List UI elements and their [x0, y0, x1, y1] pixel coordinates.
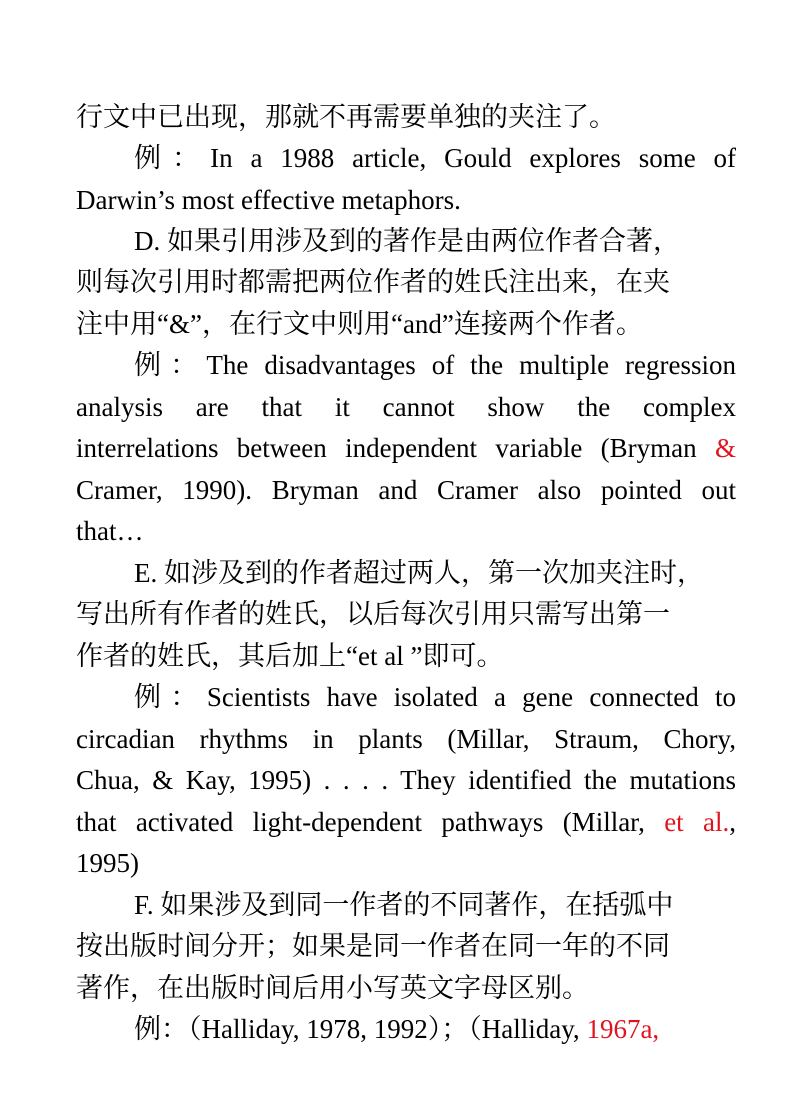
line-text: 例：（Halliday, 1978, 1992）；（Halliday,	[134, 1014, 587, 1044]
line-text: that…	[76, 516, 144, 546]
rule-f-line-3	[76, 968, 736, 1008]
rule-d-line-2	[76, 262, 736, 302]
example-millar-line-4	[76, 802, 736, 842]
text-line-1	[76, 97, 736, 137]
line-text: 作者的姓氏，其后加上“et al ”即可。	[76, 641, 504, 671]
line-text: Darwin’s most effective metaphors.	[76, 185, 461, 215]
line-text: D. 如果引用涉及到的著作是由两位作者合著，	[134, 226, 680, 256]
line-text: that activated light-dependent pathways (Millar,	[76, 807, 665, 837]
line-text: analysis are that it cannot show the complex	[76, 392, 736, 422]
rule-f-line-2	[76, 926, 736, 966]
rule-e-line-2	[76, 594, 736, 634]
line-text: circadian rhythms in plants (Millar, Straum, Chory,	[76, 724, 736, 754]
line-text: 著作，在出版时间后用小写英文字母区别。	[76, 973, 589, 1003]
example-halliday-line-1	[134, 1009, 736, 1049]
example-millar-line-1	[134, 677, 736, 717]
line-text: interrelations between independent variable (Bryman	[76, 433, 715, 463]
example-bryman-line-5	[76, 511, 736, 551]
line-text: 则每次引用时都需把两位作者的姓氏注出来，在夹	[76, 267, 670, 297]
line-text: 行文中已出现，那就不再需要单独的夹注了。	[76, 102, 616, 132]
line-text: 例：In a 1988 article, Gould explores some of	[134, 143, 736, 173]
example-bryman-line-3	[76, 428, 736, 468]
example-millar-line-2	[76, 719, 736, 759]
rule-d-line-3	[76, 304, 736, 344]
example-gould-line-2	[76, 180, 736, 220]
example-bryman-line-1	[134, 345, 736, 385]
line-text: ,	[729, 807, 736, 837]
example-bryman-line-4	[76, 470, 736, 510]
line-text: Cramer, 1990). Bryman and Cramer also pointed out	[76, 475, 736, 505]
highlight-1967a: 1967a,	[586, 1014, 660, 1044]
example-millar-line-3	[76, 760, 736, 800]
rule-f-line-1	[134, 885, 736, 925]
line-text: Chua, & Kay, 1995) . . . . They identified the mutations	[76, 765, 736, 795]
line-text: 例：Scientists have isolated a gene connected to	[134, 682, 736, 712]
line-text: 写出所有作者的姓氏，以后每次引用只需写出第一	[76, 599, 670, 629]
example-gould-line-1	[134, 138, 736, 178]
rule-d-line-1	[134, 221, 736, 261]
line-text: F. 如果涉及到同一作者的不同著作，在括弧中	[134, 890, 674, 920]
rule-e-line-1	[134, 553, 736, 593]
line-text: 1995)	[76, 848, 139, 878]
line-text: E. 如涉及到的作者超过两人，第一次加夹注时，	[134, 558, 704, 588]
highlight-ampersand: &	[714, 433, 736, 463]
line-text: 按出版时间分开；如果是同一作者在同一年的不同	[76, 931, 670, 961]
highlight-et-al: et al.	[664, 807, 730, 837]
rule-e-line-3	[76, 636, 736, 676]
line-text: 注中用“&”，在行文中则用“and”连接两个作者。	[76, 309, 643, 339]
line-text: 例：The disadvantages of the multiple regression	[134, 350, 736, 380]
example-bryman-line-2	[76, 387, 736, 427]
example-millar-line-5	[76, 843, 736, 883]
